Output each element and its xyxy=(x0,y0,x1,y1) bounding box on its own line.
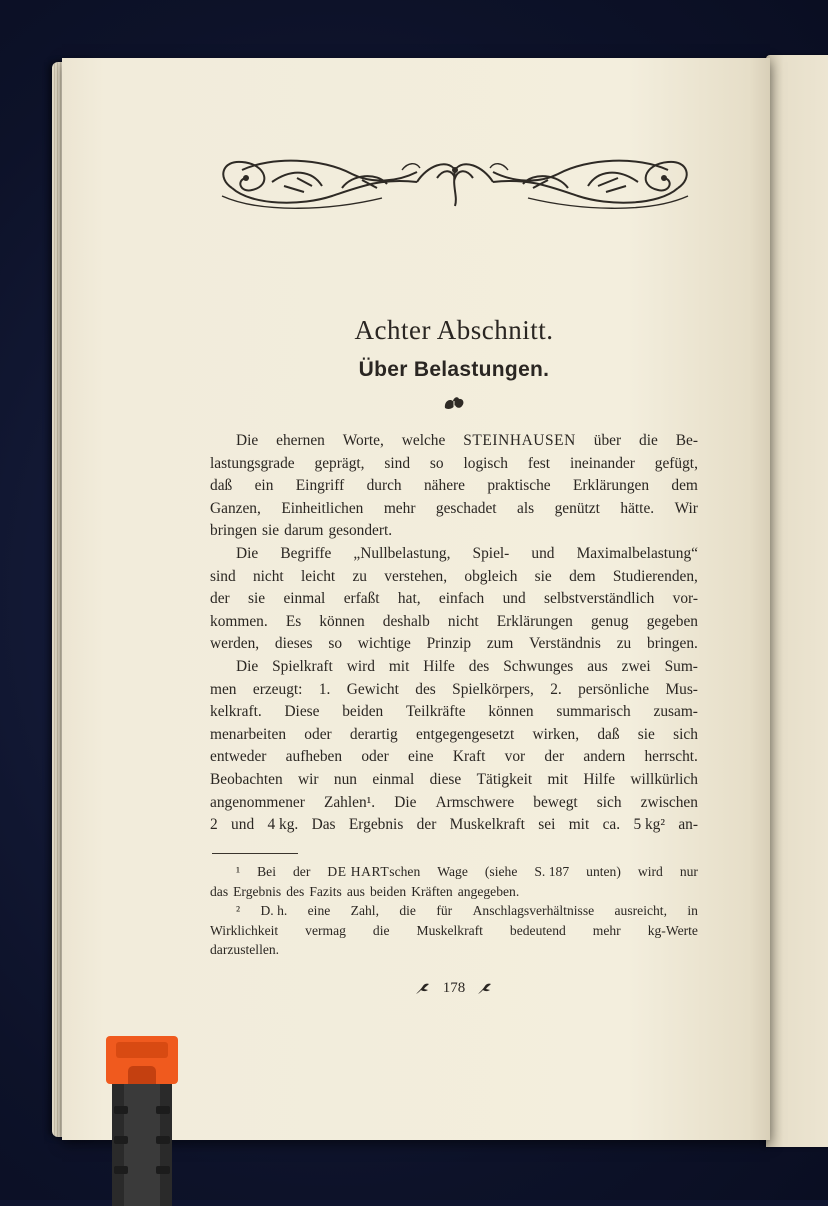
paragraph xyxy=(210,430,698,543)
text-line: lastungsgrade geprägt, sind so logisch fest ineinander gefügt, xyxy=(210,454,698,472)
footnote-2 xyxy=(210,901,698,960)
facing-page xyxy=(766,55,828,1147)
text-line: angenommener Zahlen¹. Die Armschwere bewegt sich zwischen xyxy=(210,793,698,811)
text-line: daß ein Eingriff durch nähere praktische Erklärungen dem xyxy=(210,477,698,495)
leaf-ornament-icon xyxy=(477,982,493,996)
body-text xyxy=(210,430,698,837)
text-line: werden, dieses so wichtige Prinzip zum Verständnis zu bringen. xyxy=(210,635,698,653)
text-line: Die Begriffe „Nullbelastung, Spiel- und Maximalbelastung“ xyxy=(236,544,698,562)
text-line: Die Spielkraft wird mit Hilfe des Schwunges aus zwei Sum- xyxy=(236,657,698,675)
text-line: darzustellen. xyxy=(210,942,280,957)
fleuron-icon xyxy=(442,394,466,412)
footnotes xyxy=(210,862,698,960)
text-line: Die ehernen Worte, welche STEINHAUSEN über die Be- xyxy=(210,430,698,453)
author-name: STEINHAUSEN xyxy=(463,432,576,449)
paragraph xyxy=(210,656,698,837)
text-line: bringen sie darum gesondert. xyxy=(210,522,393,540)
text-line: Beobachten wir nun einmal diese Tätigkeit mit Hilfe willkürlich xyxy=(210,770,698,788)
footnote-1 xyxy=(210,862,698,901)
text-line: das Ergebnis des Fazits aus beiden Kräften angegeben. xyxy=(210,883,520,899)
text-line: Ganzen, Einheitlichen mehr geschadet als genützt hätte. Wir xyxy=(210,499,698,517)
text-line: kommen. Es können deshalb nicht Erklärungen genug gegeben xyxy=(210,612,698,630)
author-name: DE HART xyxy=(327,864,390,879)
paragraph xyxy=(210,543,698,656)
section-title: Über Belastungen. xyxy=(358,358,550,381)
text-line: kelkraft. Diese beiden Teilkräfte können summarisch zusam- xyxy=(210,703,698,721)
footnote-rule xyxy=(212,853,298,854)
page-clip xyxy=(106,1036,178,1206)
chapter-title: Achter Abschnitt. xyxy=(354,315,554,345)
page-number: 178 xyxy=(442,980,466,996)
text-line: ² D. h. eine Zahl, die für Anschlagsverhältnisse ausreicht, in xyxy=(236,903,698,918)
text-line: ¹ Bei der DE HARTschen Wage (siehe S. 187 unten) wird nur xyxy=(210,862,698,882)
text-line: entweder aufheben oder eine Kraft vor der andern herrscht. xyxy=(210,748,698,766)
text-line: sind nicht leicht zu verstehen, obgleich sie dem Studierenden, xyxy=(210,567,698,585)
page-number-line xyxy=(380,980,528,997)
text-line: menarbeiten oder derartig entgegengesetzt wirken, daß sie sich xyxy=(210,725,698,743)
text-line: 2 und 4 kg. Das Ergebnis der Muskelkraft sei mit ca. 5 kg² an- xyxy=(210,816,698,834)
acanthus-scroll-ornament-icon xyxy=(212,148,698,218)
text-line: men erzeugt: 1. Gewicht des Spielkörpers, 2. persönliche Mus- xyxy=(210,680,698,698)
leaf-ornament-icon xyxy=(415,982,431,996)
text-line: der sie einmal erfaßt hat, einfach und selbstverständlich vor- xyxy=(210,590,698,608)
text-line: Wirklichkeit vermag die Muskelkraft bedeutend mehr kg-Werte xyxy=(210,922,698,938)
